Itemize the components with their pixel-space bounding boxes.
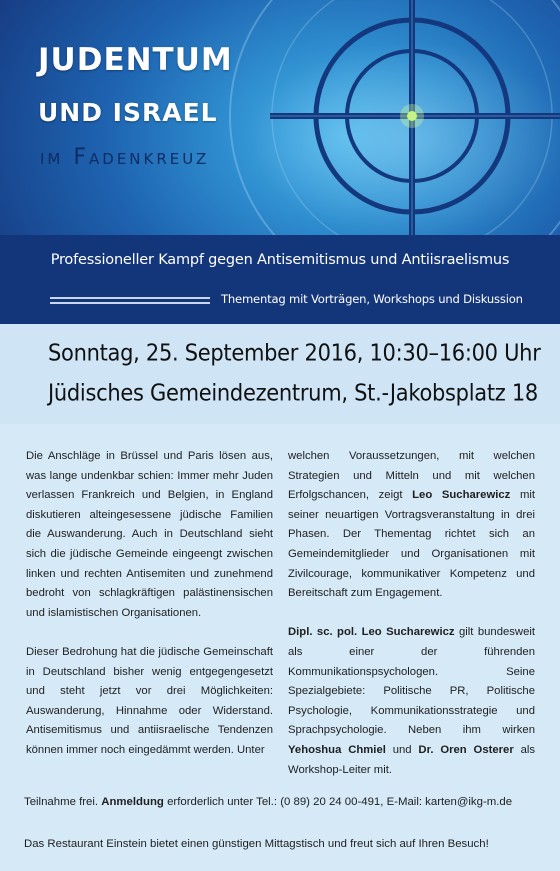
banner-double-rule — [50, 297, 210, 304]
speaker-name: Leo Sucharewicz — [412, 489, 511, 502]
registration-label: Anmeldung — [101, 796, 164, 808]
text-column-left — [26, 447, 273, 761]
text-span: mit seiner neuartigen Vortragsveranstaltung in drei Phasen. Der Thementag richtet sich an Gemeindemitglieder und Organisationen mit Zivilcourage, kommunikativer Kompetenz und Bereitschaft zum Engagement. — [288, 489, 536, 600]
workshop-leader-1: Yehoshua Chmiel — [288, 743, 386, 756]
hero-header — [0, 0, 560, 235]
text-span: welchen Voraussetzungen, mit welchen Strategien und Mitteln und mit welchen Erfolgschancen, zeigt — [288, 450, 535, 502]
restaurant-note: Das Restaurant Einstein bietet einen günstigen Mittagstisch und freut sich auf Ihren Besuch! — [24, 838, 489, 850]
text-span: gilt bundesweit als einer der führenden Kommunikationspsychologen. Seine Spezialgebiete: Politische PR, Politische Psychologie, Kommunikationsstrategie und Sprachpsychologie. Neben ihm wirken — [288, 626, 535, 737]
speaker-title-name: Dipl. sc. pol. Leo Sucharewicz — [288, 626, 455, 639]
title-line-2: UND ISRAEL — [38, 98, 218, 127]
text-span: Teilnahme frei. — [24, 796, 99, 808]
event-venue: Jüdisches Gemeindezentrum, St.-Jakobsplatz 18 — [48, 380, 538, 406]
registration-info — [24, 796, 512, 808]
paragraph-threat: Dieser Bedrohung hat die jüdische Gemeinschaft in Deutschland bisher wenig entgegengesetzt und steht jetzt vor drei Möglichkeiten: Auswanderung, Hinnahme oder Widerstand. Antisemitismus und antiisraelische Tendenzen können immer noch eingedämmt werden. Unter — [26, 645, 273, 756]
subtitle-banner — [0, 235, 560, 324]
workshop-leader-2: Dr. Oren Osterer — [418, 743, 514, 756]
title-line-3: im Fadenkreuz — [40, 145, 210, 170]
banner-subline: Thementag mit Vorträgen, Workshops und Diskussion — [221, 292, 523, 306]
contact-details[interactable]: erforderlich unter Tel.: (0 89) 20 24 00-491, E-Mail: karten@ikg-m.de — [167, 796, 513, 808]
banner-headline: Professioneller Kampf gegen Antisemitismus und Antiisraelismus — [50, 252, 510, 268]
text-span: und — [392, 743, 412, 756]
paragraph-event-description — [288, 447, 535, 604]
paragraph-speaker-bio — [288, 623, 535, 780]
event-info-box — [0, 324, 560, 424]
event-date-time: Sonntag, 25. September 2016, 10:30–16:00 Uhr — [48, 340, 541, 366]
text-span: als Workshop-Leiter mit. — [288, 743, 536, 776]
text-column-right — [288, 447, 535, 780]
title-line-1: JUDENTUM — [38, 42, 233, 78]
paragraph-intro: Die Anschläge in Brüssel und Paris lösen aus, was lange undenkbar schien: Immer mehr Juden verlassen Frankreich und Belgien, in England diskutieren alteingesessene jüdische Familien die Auswanderung. Auch in Deutschland sieht sich die jüdische Gemeinde eingeengt zwischen linken und rechten Antisemiten und zunehmend bedroht von schlagkräftigen palästinensischen und islamistischen Organisationen. — [26, 450, 273, 619]
